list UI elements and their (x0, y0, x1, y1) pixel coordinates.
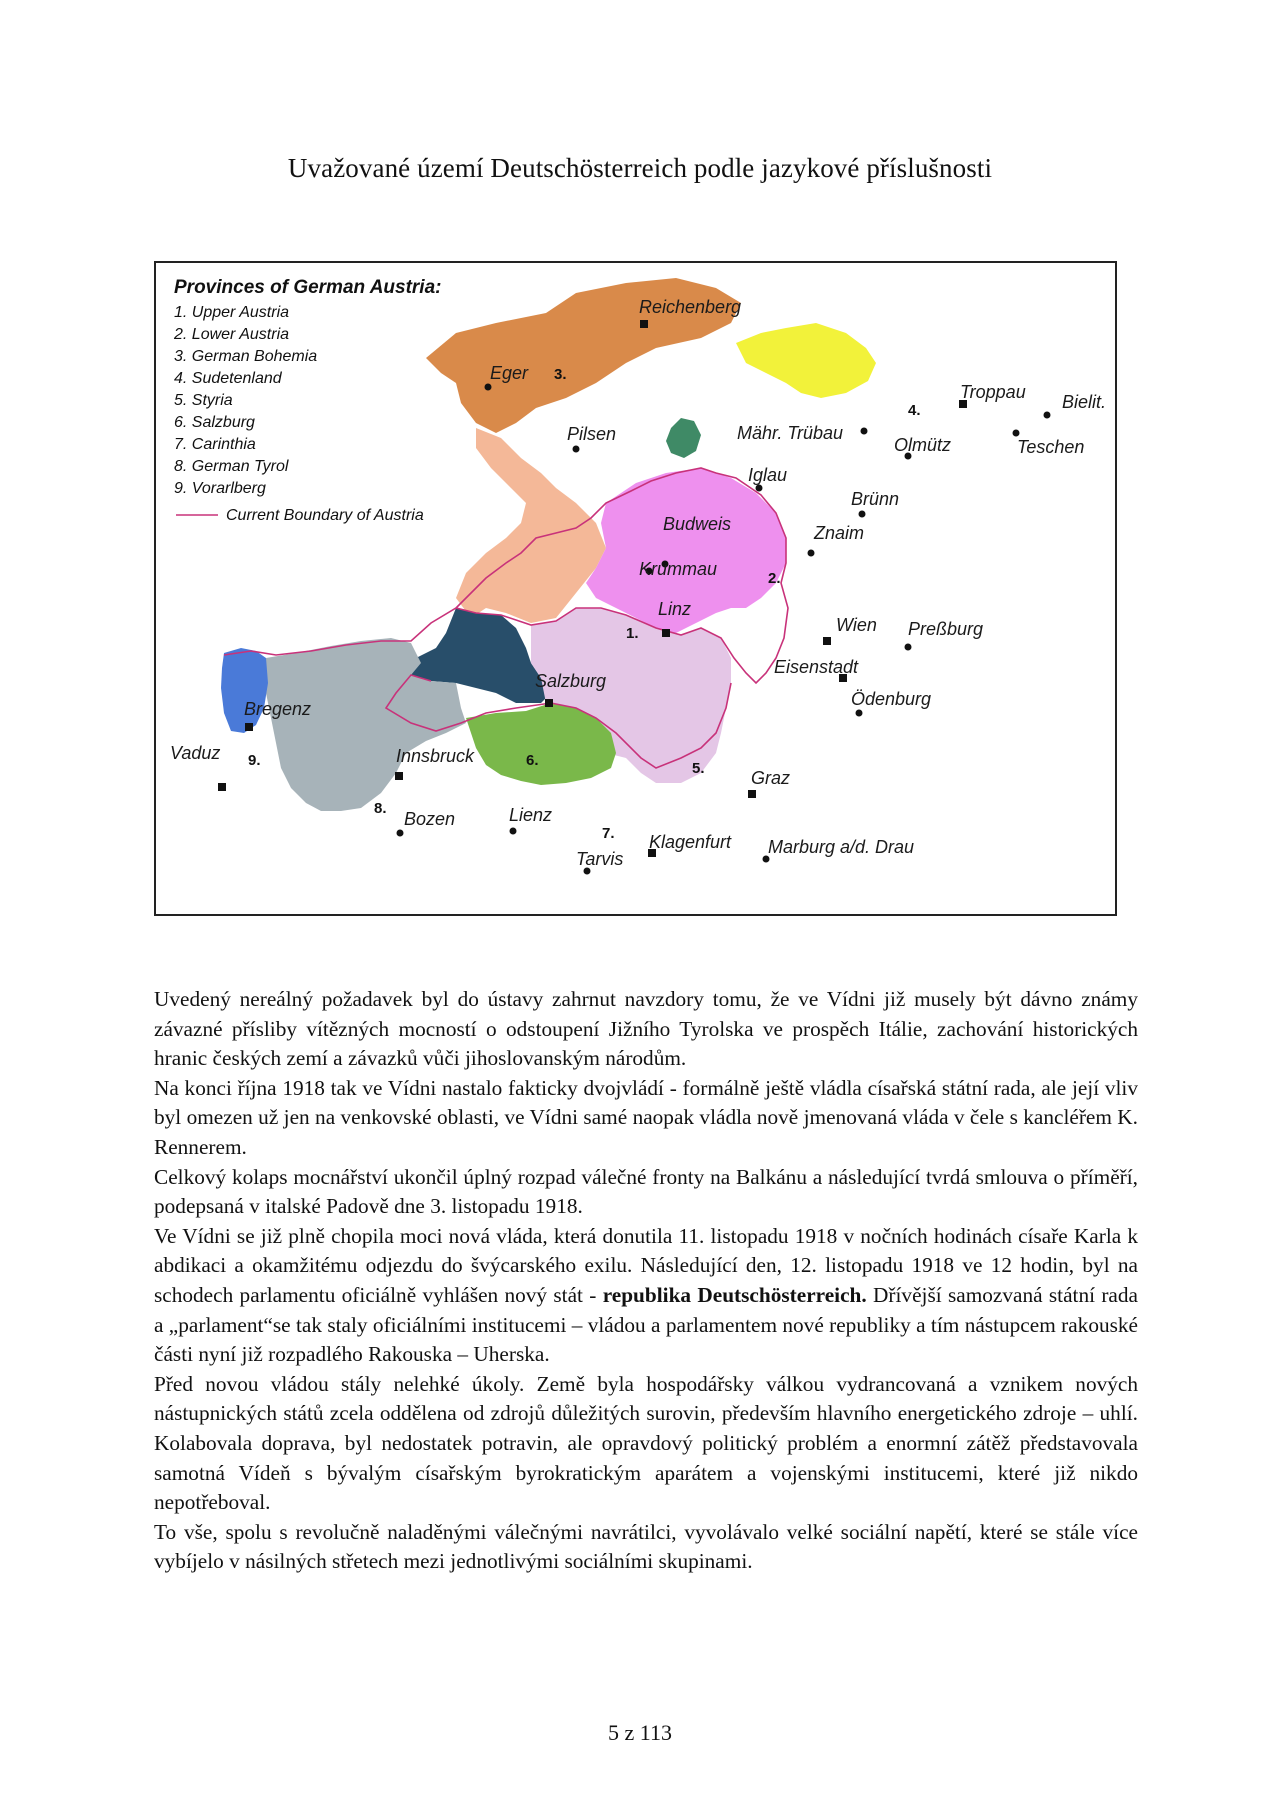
city-marker (859, 511, 866, 518)
paragraph (154, 1222, 1138, 1370)
city-marker (573, 446, 580, 453)
paragraph: Celkový kolaps mocnářství ukončil úplný rozpad válečné fronty na Balkánu a následující tvrdá smlouva o příměří, podepsaná v italské Padově dne 3. listopadu 1918. (154, 1164, 1138, 1219)
city-label: Bregenz (244, 699, 312, 719)
map-canvas (156, 263, 1115, 914)
city-label: Teschen (1017, 437, 1085, 457)
paragraph: Před novou vládou stály nelehké úkoly. Země byla hospodářsky válkou vydrancovaná a vznikem nových nástupnických států zcela oddělena od zdrojů důležitých surovin, především hlavního energetického zdroje – uhlí. Kolabovala doprava, byl nedostatek potravin, ale opravdový politický problém a enormní zátěž představovala samotná Vídeň s bývalým císařským byrokratickým aparátem a vojenskými institucemi, které již nikdo nepotřeboval. (154, 1371, 1138, 1515)
provinces-map (154, 261, 1117, 916)
page-title: Uvažované území Deutschösterreich podle jazykové příslušnosti (287, 153, 993, 183)
city-marker (748, 790, 756, 798)
city-label: Bielit. (1062, 392, 1107, 412)
city-label: Ödenburg (851, 689, 932, 709)
legend-boundary-label: Current Boundary of Austria (226, 507, 424, 524)
legend-title: Provinces of German Austria: (174, 277, 442, 298)
paragraph-text: Ve Vídni se již plně chopila moci nová vláda, která donutila 11. listopadu 1918 v nočních hodinách císaře Karla k abdikaci a okamžitému odjezdu do švýcarského exilu. Následující den, 12. listopadu 1918 ve 12 hodin, byl na schodech parlamentu oficiálně vyhlášen nový stát - (154, 1223, 1138, 1307)
city-marker (397, 830, 404, 837)
city-label: Budweis (663, 514, 732, 534)
city-marker (245, 723, 253, 731)
city-label: Graz (751, 768, 791, 788)
city-label: Linz (658, 599, 692, 619)
city-marker (808, 550, 815, 557)
city-label: Eisenstadt (774, 657, 859, 677)
city-marker (510, 828, 517, 835)
legend-item: 3. German Bohemia (174, 348, 318, 365)
city-label: Tarvis (576, 849, 624, 869)
city-marker (218, 783, 226, 791)
city-label: Reichenberg (639, 297, 742, 317)
city-marker (1044, 412, 1051, 419)
city-label: Bozen (404, 809, 456, 829)
city-label: Innsbruck (396, 746, 475, 766)
paragraph: Uvedený nereálný požadavek byl do ústavy zahrnut navzdory tomu, že ve Vídni již musely být dávno známy závazné přísliby vítězných mocností o odstoupení Jižního Tyrolska ve prospěch Itálie, zachování historických hranic českých zemí a závazků vůči jihoslovanským národům. (154, 987, 1138, 1071)
city-marker (640, 320, 648, 328)
city-marker (545, 699, 553, 707)
region-vorarlberg (221, 648, 268, 733)
region-number: 3. (554, 366, 567, 383)
city-marker (905, 644, 912, 651)
region-sudetenland (736, 323, 876, 398)
region-number: 2. (768, 570, 781, 587)
legend-item: 9. Vorarlberg (174, 480, 266, 497)
city-marker (1013, 430, 1020, 437)
city-label: Brünn (851, 489, 900, 509)
city-label: Krummau (639, 559, 718, 579)
paragraph: Na konci října 1918 tak ve Vídni nastalo fakticky dvojvládí - formálně ještě vládla císařská státní rada, ale její vliv byl omezen už jen na venkovské oblasti, ve Vídni samé naopak vládla nově jmenovaná vláda v čele s kancléřem K. Rennerem. (154, 1075, 1138, 1159)
page-number: 5 z 113 (608, 1720, 672, 1745)
region-iglau (666, 418, 701, 458)
region-number: 1. (626, 625, 639, 642)
city-marker (861, 428, 868, 435)
city-label: Preßburg (908, 619, 984, 639)
legend-item: 1. Upper Austria (174, 304, 290, 321)
city-label: Vaduz (170, 743, 221, 763)
legend-item: 8. German Tyrol (174, 458, 289, 475)
paragraph: To vše, spolu s revolučně naladěnými válečnými navrátilci, vyvolávalo velké sociální napětí, které se stále více vybíjelo v násilných střetech mezi jednotlivými sociálními skupinami. (154, 1519, 1138, 1574)
city-marker (856, 710, 863, 717)
legend-item: 7. Carinthia (174, 436, 256, 453)
legend-item: 5. Styria (174, 392, 233, 409)
city-label: Eger (490, 363, 529, 383)
region-number: 9. (248, 752, 261, 769)
region-number: 6. (526, 752, 539, 769)
region-upper-austria (456, 428, 606, 623)
city-label: Salzburg (535, 671, 607, 691)
paragraph-text: Dřívější samozvaná státní rada a „parlament“se tak staly oficiálními institucemi – vládou a parlamentem nové republiky a tím nástupcem rakouské části nyní již rozpadlého Rakouska – Uherska. (154, 1282, 1138, 1367)
legend-item: 2. Lower Austria (174, 326, 290, 343)
city-label: Pilsen (567, 424, 617, 444)
city-label: Iglau (748, 465, 788, 485)
region-number: 4. (908, 402, 921, 419)
city-label: Marburg a/d. Drau (768, 837, 915, 857)
city-label: Troppau (960, 382, 1026, 402)
city-marker (756, 485, 763, 492)
city-marker (662, 629, 670, 637)
city-label: Mähr. Trübau (737, 423, 844, 443)
legend-item: 6. Salzburg (174, 414, 255, 431)
region-number: 7. (602, 825, 615, 842)
city-label: Znaim (814, 523, 865, 543)
city-marker (823, 637, 831, 645)
bold-phrase: republika Deutschösterreich. (602, 1282, 867, 1307)
body-text (154, 985, 1138, 1577)
region-number: 5. (692, 760, 705, 777)
city-label: Wien (836, 615, 877, 635)
legend-item: 4. Sudetenland (174, 370, 282, 387)
city-marker (485, 384, 492, 391)
city-label: Olmütz (894, 435, 952, 455)
city-label: Klagenfurt (649, 832, 732, 852)
region-number: 8. (374, 800, 387, 817)
city-marker (395, 772, 403, 780)
city-label: Lienz (509, 805, 553, 825)
